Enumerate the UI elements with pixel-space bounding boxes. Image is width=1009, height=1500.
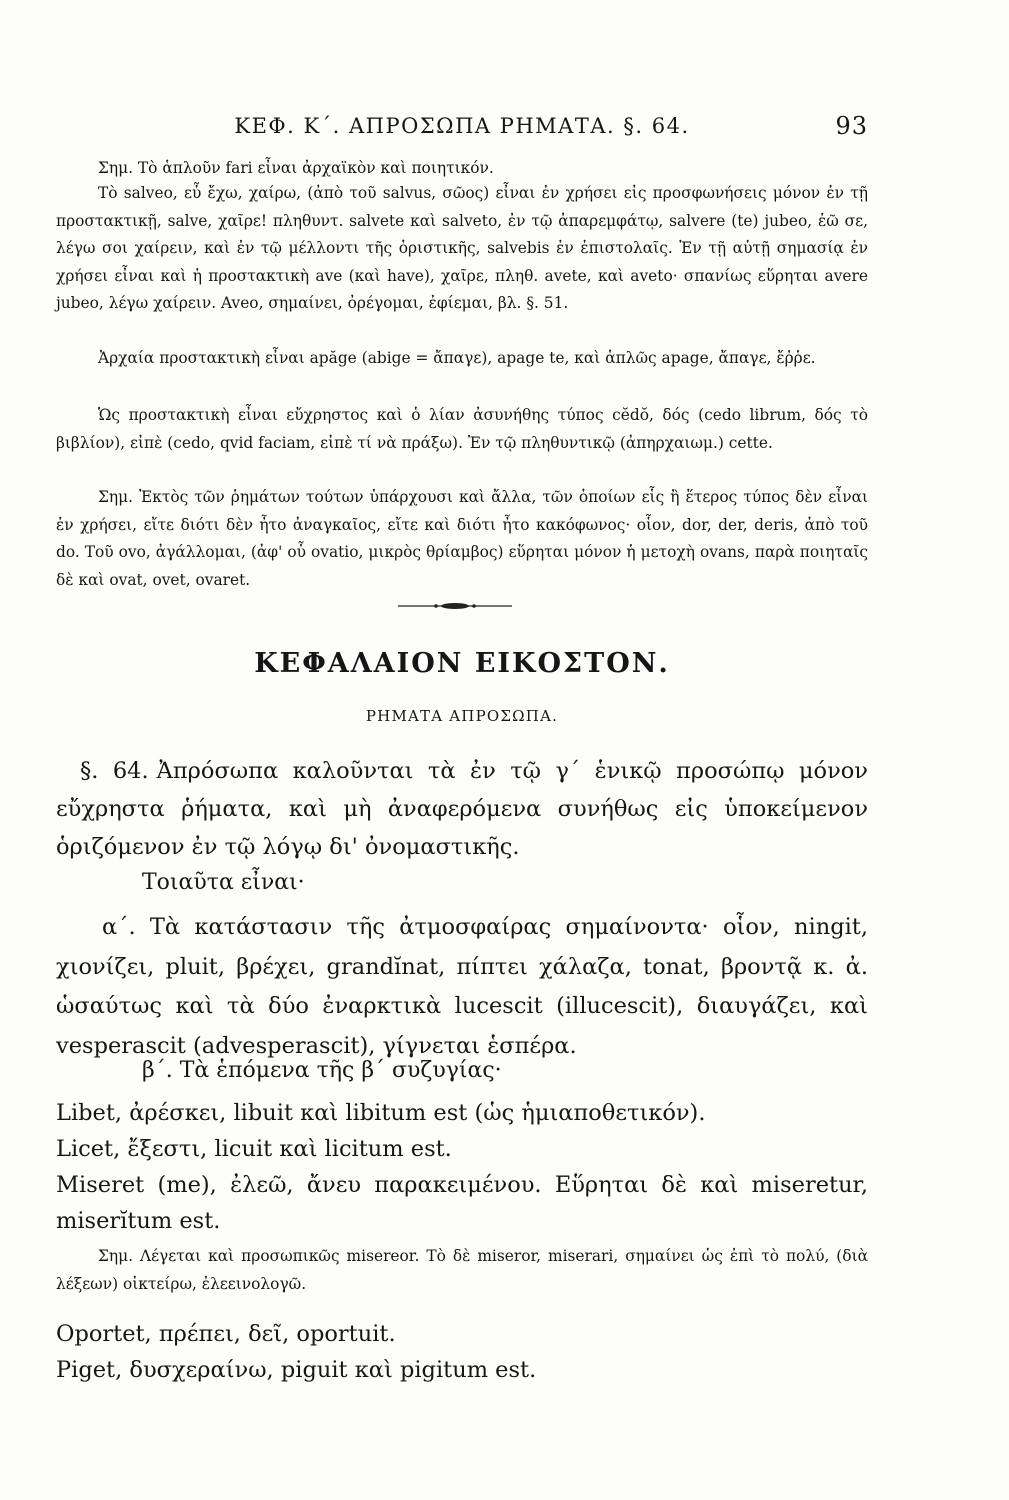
- item-alpha-text: α΄. Τὰ κατάστασιν τῆς ἀτμοσφαίρας σημαίνοντα· οἷον, ningit, χιονίζει, pluit, βρέχει, grandĭnat, πίπτει χάλαζα, tonat, βροντᾷ κ. ἀ. ὡσαύτως καὶ τὰ δύο ἐναρκτικὰ lucescit (illucescit), διαυγάζει, καὶ vesperascit (advesperascit), γίγνεται ἑσπέρα.: [56, 914, 868, 1059]
- chapter-subtitle: ΡΗΜΑΤΑ ΑΠΡΟΣΩΠΑ.: [365, 707, 559, 725]
- page-number: 93: [835, 112, 868, 140]
- item-beta-heading: β΄. Τὰ ἑπόμενα τῆς β΄ συζυγίας·: [142, 1058, 502, 1083]
- note-misereor-text: Σημ. Λέγεται καὶ προσωπικῶς misereor. Τὸ δὲ miseror, miserari, σημαίνει ὡς ἐπὶ τὸ πολύ, (διὰ λέξεων) οἰκτείρω, ἐλεεινολογῶ.: [56, 1247, 868, 1293]
- running-header: [56, 114, 868, 146]
- note-fari-text: Σημ. Τὸ ἁπλοῦν fari εἶναι ἀρχαϊκὸν καὶ ποιητικόν.: [98, 159, 494, 177]
- note-other-verbs: [56, 484, 868, 594]
- note-cedo-text: Ὡς προστακτικὴ εἶναι εὔχρηστος καὶ ὁ λίαν ἀσυνήθης τύπος cĕdŏ, δός (cedo librum, δός τὸ βιβλίον), εἰπὲ (cedo, qvid faciam, εἰπὲ τί νὰ πράξω). Ἐν τῷ πληθυντικῷ (ἀπηρχαιωμ.) cette.: [56, 406, 868, 452]
- verb-oportet: Oportet, πρέπει, δεῖ, oportuit.: [56, 1321, 396, 1347]
- note-cedo: [56, 402, 868, 457]
- chapter-title: ΚΕΦΑΛΑΙΟΝ ΕΙΚΟΣΤΟΝ.: [254, 648, 670, 679]
- section-64-text: Ἀπρόσωπα καλοῦνται τὰ ἐν τῷ γ΄ ἑνικῷ προσώπῳ μόνον εὔχρηστα ῥήματα, καὶ μὴ ἀναφερόμενα συνήθως εἰς ὑποκείμενον ὁριζόμενον ἐν τῷ λόγῳ δι' ὀνομαστικῆς.: [56, 758, 868, 860]
- note-salveo: [56, 180, 868, 318]
- note-other-verbs-text: Σημ. Ἐκτὸς τῶν ῥημάτων τούτων ὑπάρχουσι καὶ ἄλλα, τῶν ὁποίων εἷς ἢ ἕτερος τύπος δὲν εἶναι ἐν χρήσει, εἴτε διότι δὲν ἦτο ἀναγκαῖος, εἴτε καὶ διότι ἦτο κακόφωνος· οἷον, dor, der, deris, ἀπὸ τοῦ do. Τοῦ ovo, ἀγάλλομαι, (ἀφ' οὗ ovatio, μικρὸς θρίαμβος) εὕρηται μόνον ἡ μετοχὴ ovans, παρὰ ποιηταῖς δὲ καὶ ovat, ovet, ovaret.: [56, 488, 868, 589]
- verb-libet: Libet, ἀρέσκει, libuit καὶ libitum est (ὡς ἡμιαποθετικόν).: [56, 1100, 706, 1126]
- verb-licet: Licet, ἔξεστι, licuit καὶ licitum est.: [56, 1136, 452, 1162]
- toiauta-line: Τοιαῦτα εἶναι·: [142, 870, 305, 895]
- verb-miseret: Miseret (me), ἐλεῶ, ἄνευ παρακειμένου. Εὕρηται δὲ καὶ miseretur, miserĭtum est.: [56, 1172, 868, 1234]
- section-64: [56, 752, 868, 866]
- running-title: ΚΕΦ. Κ΄. ΑΠΡΟΣΩΠΑ ΡΗΜΑΤΑ. §. 64.: [234, 114, 690, 138]
- note-salveo-text: Τὸ salveo, εὖ ἔχω, χαίρω, (ἀπὸ τοῦ salvus, σῶος) εἶναι ἐν χρήσει εἰς προσφωνήσεις μόνον ἐν τῇ προστακτικῇ, salve, χαῖρε! πληθυντ. salvete καὶ salveto, ἐν τῷ ἀπαρεμφάτῳ, salvere (te) jubeo, ἐῶ σε, λέγω σοι χαίρειν, καὶ ἐν τῷ μέλλοντι τῆς ὁριστικῆς, salvebis ἐν ἐπιστολαῖς. Ἐν τῇ αὐτῇ σημασίᾳ ἐν χρήσει εἶναι καὶ ἡ προστακτικὴ ave (καὶ have), χαῖρε, πληθ. avete, καὶ aveto· σπανίως εὕρηται avere jubeo, λέγω χαίρειν. Aveo, σημαίνει, ὀρέγομαι, ἐφίεμαι, βλ. §. 51.: [56, 184, 868, 313]
- note-apage: [56, 345, 868, 373]
- verb-list-2: [56, 1316, 868, 1388]
- verb-list: [56, 1095, 868, 1239]
- note-apage-text: Ἀρχαία προστακτικὴ εἶναι apăge (abige = ἄπαγε), apage te, καὶ ἁπλῶς apage, ἄπαγε, ἔῤῥε.: [98, 349, 816, 367]
- note-fari: [56, 155, 868, 183]
- ornamental-divider: [398, 601, 512, 611]
- verb-piget: Piget, δυσχεραίνω, piguit καὶ pigitum est.: [56, 1357, 537, 1383]
- section-mark: §. 64.: [80, 758, 149, 784]
- item-alpha: [56, 908, 868, 1066]
- note-misereor: [56, 1243, 868, 1298]
